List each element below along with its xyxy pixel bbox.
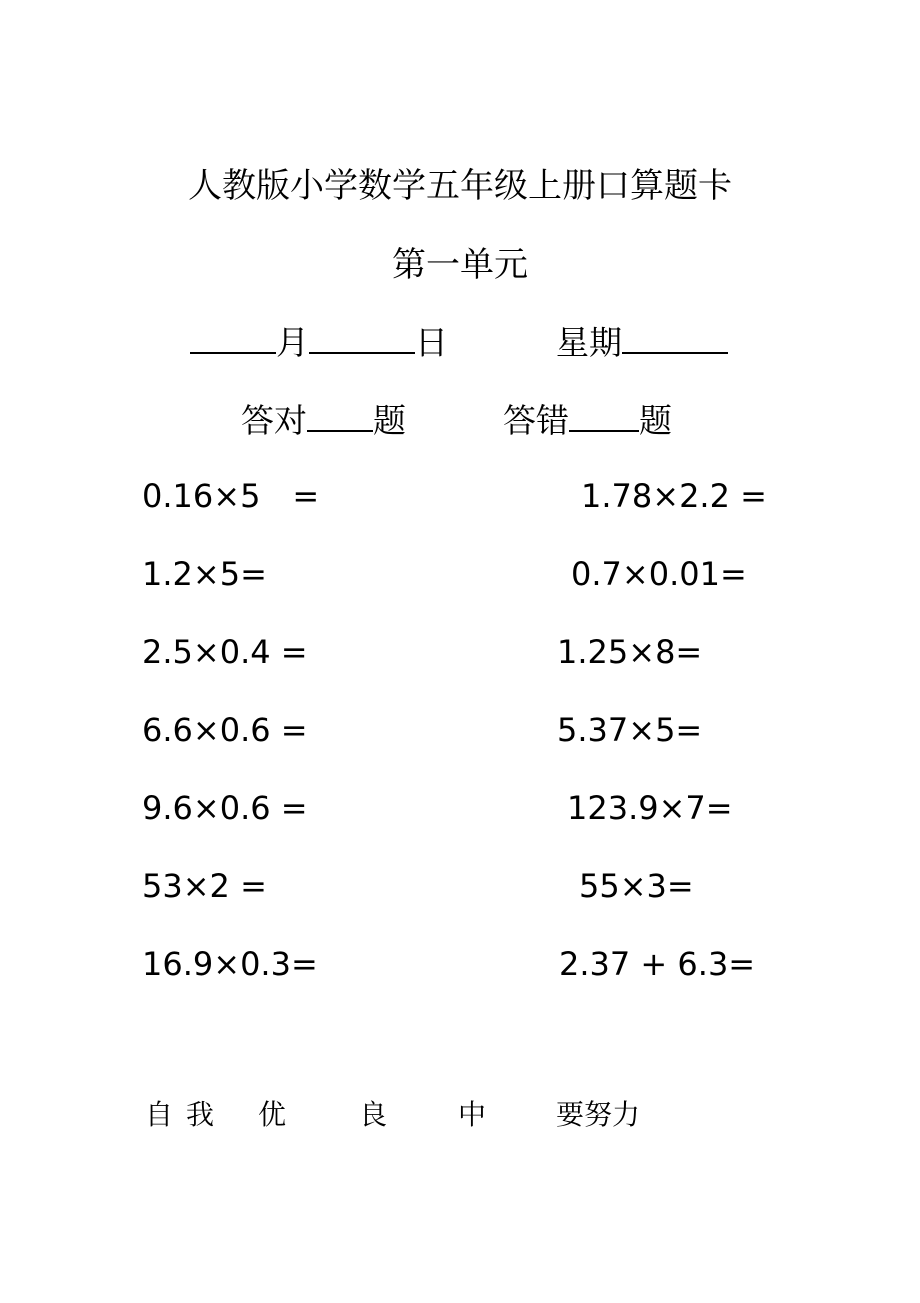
self-eval-option-average[interactable]: 中 [458,1098,487,1131]
self-eval-option-good[interactable]: 良 [359,1098,388,1131]
problem-right-3: 1.25×8= [557,633,703,671]
self-eval-label-2: 我 [186,1098,215,1131]
wrong-label: 答错 [503,401,569,440]
month-label: 月 [276,323,309,362]
wrong-question-label: 题 [639,401,672,440]
weekday-line [556,322,728,363]
problem-right-7: 2.37 + 6.3= [559,945,756,983]
correct-question-label: 题 [373,401,406,440]
day-blank[interactable] [309,322,415,354]
day-label: 日 [415,323,448,362]
problem-left-1: 0.16×5 = [142,477,320,515]
correct-label: 答对 [241,401,307,440]
correct-blank[interactable] [307,400,373,432]
problem-left-3: 2.5×0.4 = [142,633,308,671]
problem-left-7: 16.9×0.3= [142,945,318,983]
weekday-blank[interactable] [622,322,728,354]
problem-right-6: 55×3= [579,867,694,905]
problem-left-4: 6.6×0.6 = [142,711,308,749]
problem-right-2: 0.7×0.01= [571,555,747,593]
date-line [190,322,448,363]
problem-left-5: 9.6×0.6 = [142,789,308,827]
problem-right-5: 123.9×7= [567,789,733,827]
self-eval-label-1: 自 [145,1098,174,1131]
problem-left-6: 53×2 = [142,867,267,905]
month-blank[interactable] [190,322,276,354]
correct-count-line [241,400,406,441]
problem-left-2: 1.2×5= [142,555,267,593]
problem-right-1: 1.78×2.2 = [581,477,767,515]
wrong-blank[interactable] [569,400,639,432]
wrong-count-line [503,400,672,441]
weekday-label: 星期 [556,323,622,362]
self-eval-option-needs-effort[interactable]: 要努力 [556,1098,641,1131]
unit-heading: 第一单元 [392,245,528,285]
self-eval-option-excellent[interactable]: 优 [258,1098,287,1131]
problem-right-4: 5.37×5= [557,711,703,749]
worksheet-title: 人教版小学数学五年级上册口算题卡 [188,166,732,206]
